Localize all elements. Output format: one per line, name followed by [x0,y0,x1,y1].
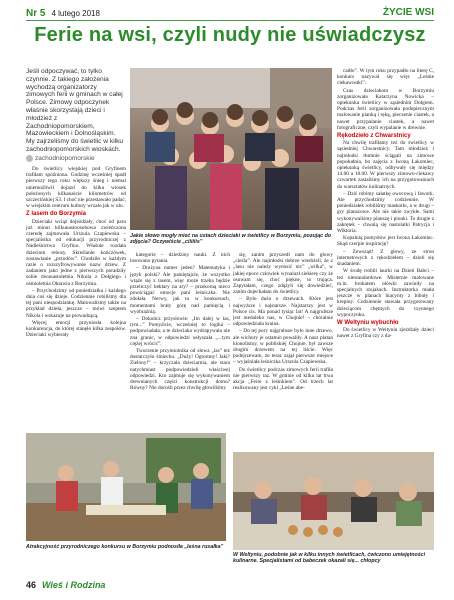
page-header-left [26,8,100,19]
author-icon [26,155,33,162]
paragraph: Na chwilę trafiłamy też do świetlicy w sąsiedniej Chwarstnicy. Tam młodzież i najmłodsi tłumnie ściągali na zimowe popołudnia, bo zajęcia z Iwoną Łakomiec, opiekunką świetlicy, odbywały się między 14.00 a 18.00. W pierwszy zimowo-ciekawy czwartek zastaliśmy ich na przygotowaniach do warsztatów kulinarnych. [337,140,434,190]
paragraph: Tworzenie przymiotnika od słowa „las” też dostarczyło śmiechu. „Duży! Ogromny! Jaki? Zielony!” – krzyczała dzieciarnia, ale stara natychmiast podpowiedzieli właściwej odpowiedzi. Kto zajmuje się wykonywaniem drewnianych części konstrukcji domu? Równy? Nie dorośli przez chwilę głowiliśmy [130,348,230,392]
paragraph: Do świetlicy podczas zimowych ferii trafiła nie pierwszy raz. W gminie od kilku lat trwa akcja „Ferie z leśnikiem”. Od trzech lat realizowany jest cykl „Leśne abe- [233,366,333,392]
paragraph: W środę trobili laurki na Dzień Babci – też niestandardowe. Misternie malowane m.in. brokatem ołówki zawiniły na specjalnych stojakach. Instruktorka miała jeszcze w planach hiacynty z bibuły i krepiny. Codziennie stawała przygotowany dzieciącom chętnych do czynnego wypoczynku. [337,268,434,318]
column-2 [130,252,230,430]
subheading: Z lasem do Borzymia [26,211,87,218]
photo-cooking-weltyn [233,452,434,550]
issue-number: Nr 5 [26,8,46,19]
paragraph: się, zanim przyszedł nam do głowy „cieśla”. Ale najmłodsi dobrze wiedzieli, że z „lasu nie należy wynosić nic” „wilka”, w jakiej epoce człowiek wynalazł siekierę czy że osuwam się, choć piękne, to trująca. Zapytałam, czego zdążyli się dowiedzieć, zanim dojechałam do świetlicy. [233,252,333,296]
paragraph: – Drużyna numer jeden? Matematyka i język polski? Ale pamiętajcie, że wszystko wiąże się z lasem, więc może trzeba będzie przeliczyć hektary na ary? – przekorną nieco powściągać emocje pani leśniczka. Nie zdołała. Nerwy, jak to w konkursach, momentami brały górę nad pamięcią i wyobraźnią. [130,265,230,315]
photo-forest-contest [26,433,226,541]
subheading: W Weltyniu wybuchło [337,319,399,326]
paragraph: Kopalnią pomysłów jest Iwona Łakomiec. Skąd czerpie inspirację? [337,235,434,248]
magazine-brand: Wieś i Rodzina [42,580,106,590]
header-rule [26,20,434,21]
author-name: zachodniopomorskie [35,155,95,163]
photo-caption-1: Jakie słowo mogły mieć na ustach dzieciaki w świetlicy w Borzymiu, pozując do zdjęcia? Oczywiście „ciiiiiis” [130,233,332,246]
photo-illustration [233,452,434,550]
paragraph: cadło”. W tym roku przypadło na literę C, konkurs nazywał się więc „Leśnie ciekawostki”. [337,68,434,87]
page-number: 46 [26,580,37,590]
paragraph: – Do tej pory najgrubsze było inne drzewo, ale wichury je ostatnio powaliły. A nasz platan klonolistny, w pobliskiej Chojnie, był zawsze drugim drzewem na tej liście. Więc podejrzewam, że teraz zajął pierwsze miejsce – wyjaśniała leśniczka Urszula Czapiewska. [233,328,333,366]
article-lead: Jeśli odpoczywać, to tylko czynnie. Z takiego założenia wychodzą organizatorzy zimowych ferii w gminach w całej Polsce. Zimowy odpoczynek właśnie skorzystają dzieci i młodzież z Zachodniopomorskiem, Mazowieckiem i Dolnośląskim. My zajrzeliśmy do świetlic w kilku zachodniopomorskich wioskach. [26,68,124,153]
issue-date: 4 lutego 2018 [51,9,100,18]
paragraph: Dzieciaki wciąż dojeżdżały, choć od paru już minut kilkunastoosobowa zwieńczona czeredę zajmowała Urszula Czapiewska – specjalistka od edukacji przyrodniczej z Nadleśnictwa Gryfino. Właśnie rozdała dzieciom rebusy. Skreślanie kończówek, zostawianie „przodów”. Chodziło w każdym razie o rozszyfrowywanie nazw drzew. Z zadaniem jako jedne z pierwszych poradziły sobie dwunastoletnia Nikola z Dołgiego i ośmioletnia Oktawia z Borzymia. [26,218,126,287]
paragraph: Do świetlicy w Weltyniu zjeżdżały dzieci nawet z Gryfina czy z da- [337,327,434,340]
paragraph: – Zewsząd! Z głowy, ze stron internetowych z rękodziełem – dzieli się śnadaniem. [337,248,434,268]
photo-illustration [26,433,226,541]
author-line [26,155,126,162]
photo-children-borzym [130,68,332,230]
paragraph: – Było dużo o drzewach. Które jest najwyższe i najstarsze. Najstarszy jest w Polsce cis. Ma ponad tysiąc lat! A najgrubsze jest niedaleko nas, w Chojnie! – chóralnie odpowiedziała kraina. [233,296,333,328]
photo-illustration [130,68,332,230]
paragraph: – Przychodzimy od poniedziałku i każdego dnia coś się dzieje. Codziennie robiliśmy dla tej pani niespodziankę. Malowaliśmy także na przykład dzieła, jeszcze – mówi szeptem Nikola i wskazuje na prowadzącą. [26,287,126,319]
page-footer [26,580,105,590]
paragraph: – Dokończ przysłowie: „Im dalej w las, tym...” Pomyślcie, wcześniej to logika – podpowiadała, a te dzieciaka wydrapywała nie zna granic, w odpowiedzi usłyszała „...tym ciężej wrócić”. [130,316,230,347]
column-4 [337,68,434,498]
paragraph: kategorie – dziedziny nauki. Z nich losowano pytania. [130,252,230,265]
photo-caption-3: W Weltyniu, podobnie jak w kilku innych świetlicach, ćwiczono umiejętności kulinarne. Specjalistami od babeczek okazali się... chłopcy [233,552,426,565]
column-3 [233,252,333,430]
paragraph: Więcej emocji przyniosła kolejna konkurencja, do której stanęło kilka zespołów. Dzieciaki wybierały [26,319,126,339]
article-title: Ferie na wsi, czyli nudy nie uświadczysz [34,24,426,46]
column-1 [26,166,126,431]
section-name: ŻYCIE WSI [382,7,434,18]
paragraph: Do świetlicy wiejskiej pod Gryfinem trafiłam spóźniona. Godzinę wcześniej spadł pierwszy tego roku większy śnieg i niemal uniemożliwił dojazd do kilku wiosek położonych kilkanaście kilometrów od szczecińskiej S3. I choć nie przestawało padać, w wiejskim centrum kultury wrzało jak w ulu. [26,166,126,210]
paragraph: Czas dzieciakom w Borzymiu zorganizowała Katarzyna Nowicka – opiekunka świetlicy w sąsiednim Dołgiem. Podczas ferii zorganizowała podopiecznym malowanie pianką i ręką, pieczenie ciastek, a nawet przypalanie ciastek, a nawet fotograficzne, czyli wypalanie w drewnie. [337,87,434,131]
photo-caption-2: Atrakcyjność przyrodniczego konkursu w Borzymiu podnosiła „leśna rusałka” [26,544,224,550]
subheading: Rękodzieło z Chwarstnicy [337,133,411,140]
paragraph: – Dziś robimy sałatkę owocową i fawork. Ale przychodzimy codziennie. W poniedziałek robiliśmy maskotki, a w drugi – gry planszowe. Ale nie takie zwykłe. Sami wykonywaliśmy planszę i pionki. To drugie z zakrętek – chwalą się nastolatki Patrycja i Wiktoria. [337,190,434,235]
